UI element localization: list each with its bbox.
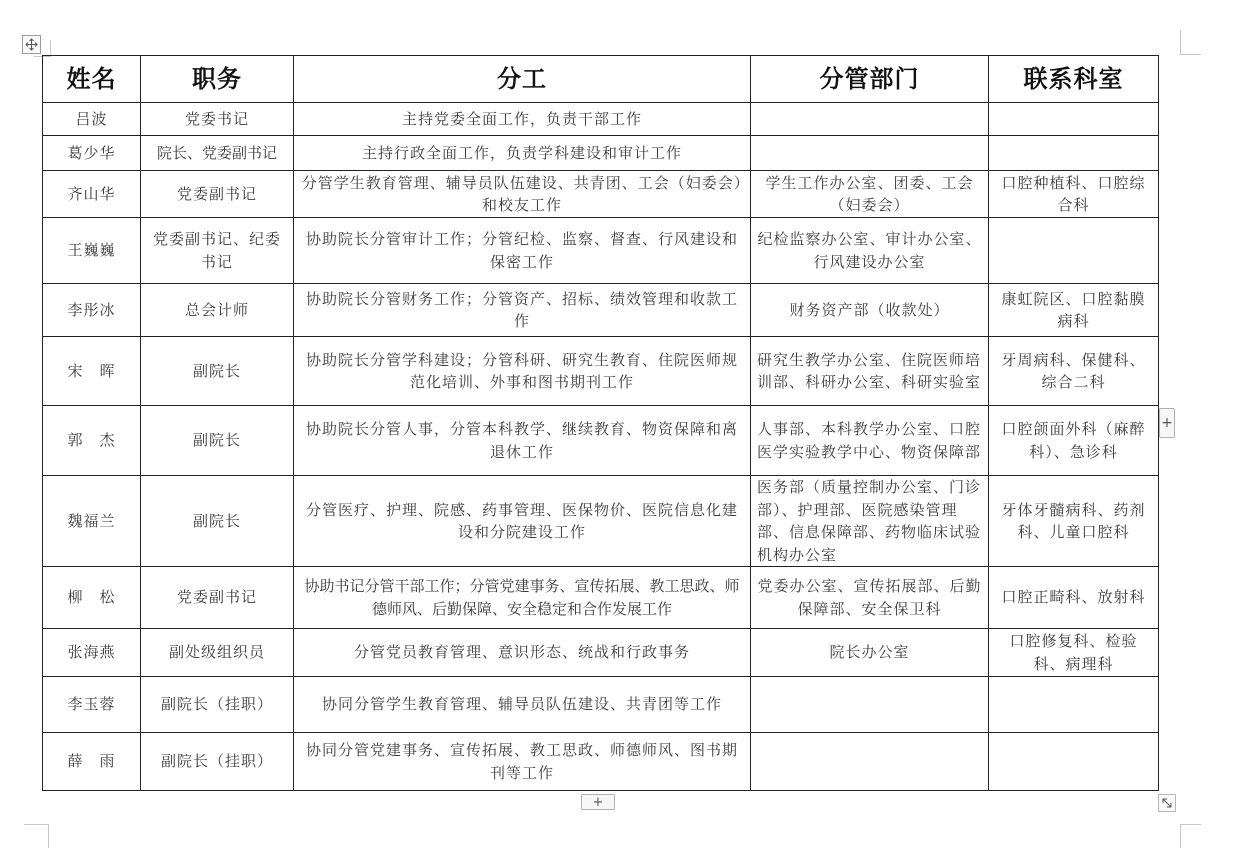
cell-duty[interactable]: 主持党委全面工作，负责干部工作 (294, 103, 751, 136)
cell-contact[interactable] (989, 103, 1159, 136)
table-row (43, 103, 1159, 136)
cell-dept[interactable]: 医务部（质量控制办公室、门诊部）、护理部、医院感染管理部、信息保障部、药物临床试验机构办公室 (751, 476, 989, 567)
cell-name[interactable]: 李彤冰 (43, 284, 141, 337)
resize-arrow-icon (1161, 797, 1173, 809)
table-row (43, 406, 1159, 476)
table-resize-handle[interactable] (1158, 794, 1176, 812)
cell-duty[interactable]: 主持行政全面工作，负责学科建设和审计工作 (294, 136, 751, 171)
table-row (43, 337, 1159, 406)
cell-title[interactable]: 党委副书记、纪委书记 (141, 218, 294, 284)
table-row (43, 733, 1159, 791)
cell-dept[interactable] (751, 677, 989, 733)
cell-dept[interactable]: 纪检监察办公室、审计办公室、行风建设办公室 (751, 218, 989, 284)
crop-mark-bottom-right (1180, 824, 1201, 848)
cell-contact[interactable]: 康虹院区、口腔黏膜病科 (989, 284, 1159, 337)
table-row (43, 136, 1159, 171)
header-name: 姓名 (43, 56, 141, 103)
cell-duty[interactable]: 协同分管学生教育管理、辅导员队伍建设、共青团等工作 (294, 677, 751, 733)
cell-name[interactable]: 李玉蓉 (43, 677, 141, 733)
table-row (43, 218, 1159, 284)
cell-dept[interactable]: 党委办公室、宣传拓展部、后勤保障部、安全保卫科 (751, 567, 989, 629)
cell-contact[interactable] (989, 218, 1159, 284)
table-move-handle[interactable] (22, 35, 41, 54)
cell-name[interactable]: 魏福兰 (43, 476, 141, 567)
crop-mark-top-right (1180, 30, 1201, 55)
cell-dept[interactable]: 院长办公室 (751, 629, 989, 677)
cell-title[interactable]: 副院长 (141, 337, 294, 406)
cell-name[interactable]: 齐山华 (43, 171, 141, 218)
cell-contact[interactable]: 牙体牙髓病科、药剂科、儿童口腔科 (989, 476, 1159, 567)
cell-title[interactable]: 副院长 (141, 476, 294, 567)
cell-dept[interactable] (751, 733, 989, 791)
cell-title[interactable]: 副处级组织员 (141, 629, 294, 677)
cell-duty[interactable]: 协助院长分管学科建设；分管科研、研究生教育、住院医师规范化培训、外事和图书期刊工作 (294, 337, 751, 406)
table-row (43, 629, 1159, 677)
cell-title[interactable]: 副院长 (141, 406, 294, 476)
cell-name[interactable]: 葛少华 (43, 136, 141, 171)
cell-contact[interactable] (989, 136, 1159, 171)
cell-name[interactable]: 王巍巍 (43, 218, 141, 284)
cell-title[interactable]: 总会计师 (141, 284, 294, 337)
cell-title[interactable]: 党委书记 (141, 103, 294, 136)
cell-duty[interactable]: 协助书记分管干部工作；分管党建事务、宣传拓展、教工思政、师德师风、后勤保障、安全稳定和合作发展工作 (294, 567, 751, 629)
cell-contact[interactable]: 口腔种植科、口腔综合科 (989, 171, 1159, 218)
cell-title[interactable]: 院长、党委副书记 (141, 136, 294, 171)
cell-name[interactable]: 张海燕 (43, 629, 141, 677)
cell-contact[interactable] (989, 677, 1159, 733)
cell-contact[interactable]: 口腔修复科、检验科、病理科 (989, 629, 1159, 677)
header-duty: 分工 (294, 56, 751, 103)
cell-title[interactable]: 党委副书记 (141, 171, 294, 218)
header-dept: 分管部门 (751, 56, 989, 103)
header-contact: 联系科室 (989, 56, 1159, 103)
cell-duty[interactable]: 协助院长分管人事，分管本科教学、继续教育、物资保障和离退休工作 (294, 406, 751, 476)
cell-title[interactable]: 党委副书记 (141, 567, 294, 629)
cell-contact[interactable] (989, 733, 1159, 791)
cell-duty[interactable]: 协助院长分管财务工作；分管资产、招标、绩效管理和收款工作 (294, 284, 751, 337)
table-row (43, 171, 1159, 218)
move-arrows-icon (25, 38, 38, 51)
cell-dept[interactable] (751, 136, 989, 171)
cell-duty[interactable]: 分管党员教育管理、意识形态、统战和行政事务 (294, 629, 751, 677)
cell-dept[interactable] (751, 103, 989, 136)
table-row (43, 567, 1159, 629)
table-header-row (43, 56, 1159, 103)
cell-duty[interactable]: 分管学生教育管理、辅导员队伍建设、共青团、工会（妇委会）和校友工作 (294, 171, 751, 218)
cell-dept[interactable]: 研究生教学办公室、住院医师培训部、科研办公室、科研实验室 (751, 337, 989, 406)
cell-name[interactable]: 薛 雨 (43, 733, 141, 791)
cell-contact[interactable]: 口腔颌面外科（麻醉科）、急诊科 (989, 406, 1159, 476)
table-row (43, 476, 1159, 567)
cell-name[interactable]: 柳 松 (43, 567, 141, 629)
cell-dept[interactable]: 人事部、本科教学办公室、口腔医学实验教学中心、物资保障部 (751, 406, 989, 476)
cell-name[interactable]: 郭 杰 (43, 406, 141, 476)
cell-duty[interactable]: 协同分管党建事务、宣传拓展、教工思政、师德师风、图书期刊等工作 (294, 733, 751, 791)
table-row (43, 677, 1159, 733)
cell-contact[interactable]: 牙周病科、保健科、综合二科 (989, 337, 1159, 406)
cell-dept[interactable]: 财务资产部（收款处） (751, 284, 989, 337)
crop-mark-bottom-left (24, 824, 49, 848)
header-title: 职务 (141, 56, 294, 103)
cell-name[interactable]: 吕波 (43, 103, 141, 136)
cell-duty[interactable]: 分管医疗、护理、院感、药事管理、医保物价、医院信息化建设和分院建设工作 (294, 476, 751, 567)
duty-assignment-table (42, 55, 1159, 791)
cell-contact[interactable]: 口腔正畸科、放射科 (989, 567, 1159, 629)
insert-row-button[interactable]: + (581, 794, 615, 810)
cell-name[interactable]: 宋 晖 (43, 337, 141, 406)
cell-duty[interactable]: 协助院长分管审计工作；分管纪检、监察、督查、行风建设和保密工作 (294, 218, 751, 284)
insert-column-button[interactable]: + (1159, 408, 1175, 438)
cell-dept[interactable]: 学生工作办公室、团委、工会（妇委会） (751, 171, 989, 218)
cell-title[interactable]: 副院长（挂职） (141, 677, 294, 733)
cell-title[interactable]: 副院长（挂职） (141, 733, 294, 791)
table-row (43, 284, 1159, 337)
